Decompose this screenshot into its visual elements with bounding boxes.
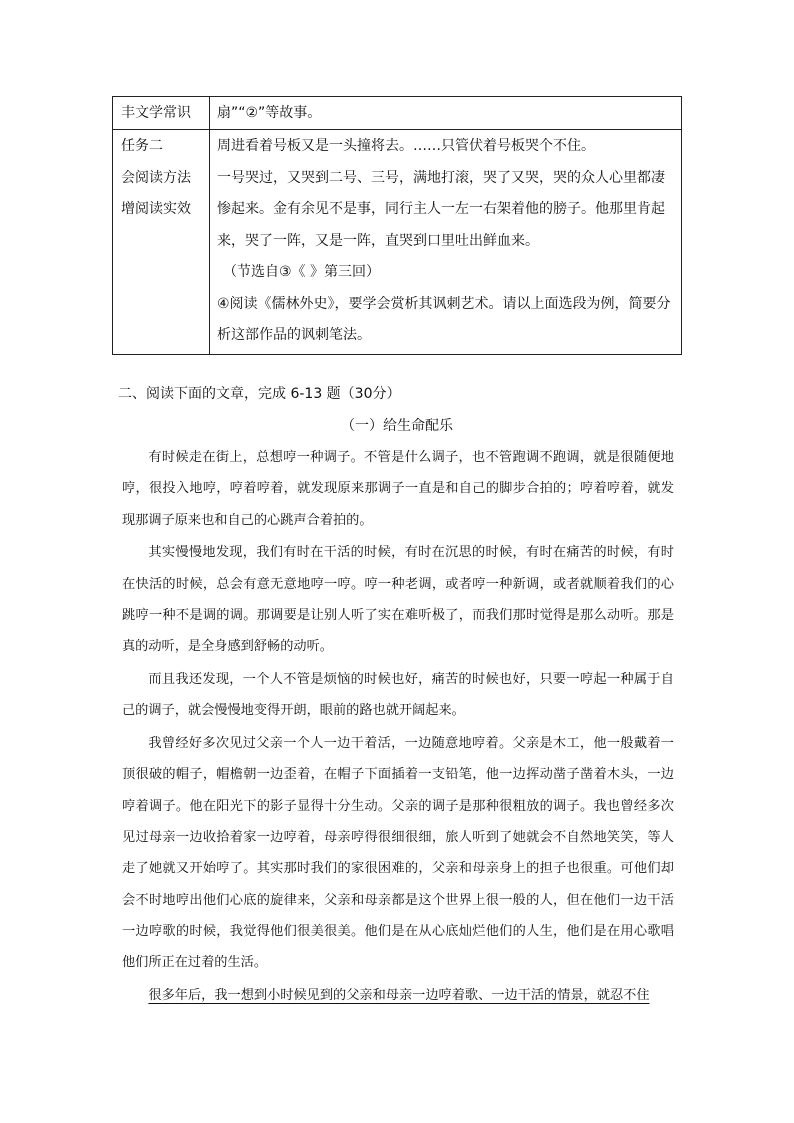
table-row [113,97,682,130]
article-paragraph: 有时候走在街上，总想哼一种调子。不管是什么调子，也不管跑调不跑调，就是很随便地哼，很投入地哼，哼着哼着，就发现原来那调子一直是和自己的脚步合拍的；哼着哼着，就发现那调子原来也和自己的心跳声合着拍的。 [122,450,674,528]
task-table [112,96,682,355]
task-table-grid [112,96,682,355]
article-paragraph: 其实慢慢地发现，我们有时在干活的时候，有时在沉思的时候，有时在痛苦的时候，有时在快活的时候，总会有意无意地哼一哼。哼一种老调，或者哼一种新调，或者就顺着我们的心跳哼一种不是调的调。那调要是让别人听了实在难听极了，而我们那时觉得是那么动听。那是真的动听，是全身感到舒畅的动听。 [122,545,674,655]
article-paragraph: 而且我还发现，一个人不管是烦恼的时候也好，痛苦的时候也好，只要一哼起一种属于自己的调子，就会慢慢地变得开朗，眼前的路也就开阔起来。 [122,672,674,719]
row-label-line: 任务二 [121,138,163,154]
row-label: 丰文学常识 [113,97,210,130]
row-content: 扇”“②”等故事。 [210,97,682,130]
excerpt-source: （节选自③《 》第三回） [223,264,381,280]
section-heading: 二、阅读下面的文章，完成 6-13 题（30分） [118,386,401,402]
table-row [113,130,682,355]
row-label-line: 增阅读实效 [121,201,191,217]
passage-title: （一）给生命配乐 [341,418,453,434]
row-content [210,130,682,355]
row-label [113,130,210,355]
question-prompt: ④阅读《儒林外史》，要学会赏析其讽刺艺术。请以上面选段为例，简要分析这部作品的讽刺笔法。 [217,295,671,343]
article-body [122,442,674,1013]
row-label-line: 会阅读方法 [121,169,191,186]
article-paragraph: 我曾经好多次见过父亲一个人一边干着活，一边随意地哼着。父亲是木工，他一般戴着一顶很破的帽子，帽檐朝一边歪着，在帽子下面插着一支铅笔，他一边挥动凿子凿着木头，一边哼着调子。他在阳光下的影子显得十分生动。父亲的调子是那种很粗放的调子。我也曾经多次见过母亲一边收拾着家一边哼着，母亲哼得很细很细，旅人听到了她就会不自然地笑笑，等人走了她就又开始哼了。其实那时我们的家很困难的，父亲和母亲身上的担子也很重。可他们却会不时地哼出他们心底的旋律来，父亲和母亲都是这个世界上很一般的人，但在他们一边干活一边哼歌的时候，我觉得他们很美很美。他们是在从心底灿烂他们的人生，他们是在用心歌唱他们所正在过着的生活。 [122,736,674,971]
article-paragraph: 很多年后，我一想到小时候见到的父亲和母亲一边哼着歌、一边干活的情景，就忍不住 [148,988,650,1004]
excerpt-line: 周进看着号板又是一头撞将去。……只管伏着号板哭个不住。 [217,138,595,154]
excerpt-paragraph: 一号哭过，又哭到二号、三号，满地打滚，哭了又哭，哭的众人心里都凄惨起来。金有余见不是事，同行主人一左一右架着他的膀子。他那里肯起来，哭了一阵，又是一阵，直哭到口里吐出鲜血来。 [217,169,665,249]
